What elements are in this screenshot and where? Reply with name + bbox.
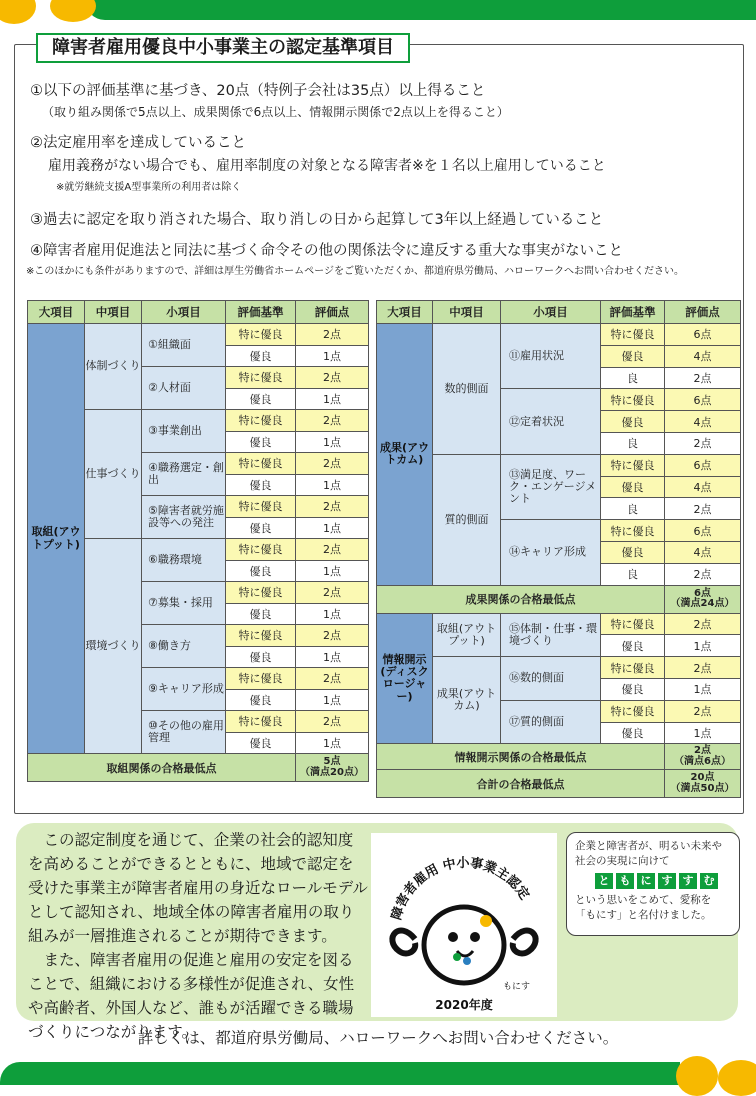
- criterion-1-detail: （取り組み関係で5点以上、成果関係で6点以上、情報開示関係で2点以上を得ること）: [42, 105, 509, 119]
- output-pass-label: 取組関係の合格最低点: [28, 754, 296, 782]
- rating-points: 4点: [665, 411, 741, 433]
- criterion-2: ②法定雇用率を達成していること: [30, 135, 246, 151]
- rating-label: 優良: [226, 345, 296, 367]
- rating-points: 2点: [296, 453, 369, 475]
- header-ten: 評価点: [296, 301, 369, 324]
- outcome-pass-score: [665, 585, 741, 613]
- rating-points: 4点: [665, 541, 741, 563]
- header-dai: 大項目: [377, 301, 433, 324]
- chu-item: 成果(アウトカム): [433, 657, 501, 744]
- chu-item: 取組(アウトプット): [433, 613, 501, 657]
- rating-points: 1点: [665, 722, 741, 744]
- chu-item: 数的側面: [433, 324, 501, 455]
- output-pass-score: [296, 754, 369, 782]
- green-band-decoration: [85, 0, 756, 20]
- rating-label: 特に優良: [226, 582, 296, 604]
- rating-label: 特に優良: [601, 657, 665, 679]
- tomonisusumu-chars: [595, 873, 731, 889]
- rating-points: 4点: [665, 345, 741, 367]
- sho-item: ③事業創出: [142, 410, 226, 453]
- sho-item: ⑦募集・採用: [142, 582, 226, 625]
- rating-points: 2点: [296, 711, 369, 733]
- rating-points: 2点: [665, 432, 741, 454]
- nickname-bubble: [566, 832, 740, 936]
- nickname-char: む: [700, 873, 718, 889]
- bottom-banner: [0, 1058, 756, 1085]
- rating-label: 良: [601, 432, 665, 454]
- rating-label: 優良: [601, 635, 665, 657]
- rating-points: 1点: [296, 345, 369, 367]
- sho-item: ①組織面: [142, 324, 226, 367]
- sho-item: ⑰質的側面: [501, 700, 601, 744]
- yellow-circle-decoration: [718, 1060, 756, 1096]
- paragraph-line: この認定制度を通じて、企業の社会的認知度を高めることができるとともに、地域で認定を受けた事業主が障害者雇用の身近なロールモデルとして認知され、地域全体の障害者雇用の取り組みが一層推進されることが期待できます。: [28, 831, 368, 945]
- rating-points: 1点: [296, 474, 369, 496]
- rating-label: 優良: [601, 411, 665, 433]
- sho-item: ⑤障害者就労施設等への発注: [142, 496, 226, 539]
- rating-points: 6点: [665, 324, 741, 346]
- rating-label: 特に優良: [601, 454, 665, 476]
- header-chu: 中項目: [85, 301, 142, 324]
- rating-label: 優良: [226, 646, 296, 668]
- page-title: 障害者雇用優良中小事業主の認定基準項目: [36, 33, 410, 63]
- sho-item: ⑬満足度、ワーク・エンゲージメント: [501, 454, 601, 519]
- header-dai: 大項目: [28, 301, 85, 324]
- nickname-char: す: [658, 873, 676, 889]
- rating-label: 特に優良: [601, 700, 665, 722]
- rating-label: 特に優良: [226, 410, 296, 432]
- bubble-line2: という思いをこめて、愛称を「もにす」と名付けました。: [575, 894, 712, 921]
- outcome-disclosure-table: [376, 300, 741, 798]
- pass-max: （満点20点）: [300, 766, 364, 778]
- dai-disclosure: 情報開示(ディスクロージャー): [377, 613, 433, 744]
- chu-item: 環境づくり: [85, 539, 142, 754]
- footer-contact-text: 詳しくは、都道府県労働局、ハローワークへお問い合わせください。: [137, 1029, 619, 1047]
- rating-points: 2点: [665, 613, 741, 635]
- rating-label: 特に優良: [601, 324, 665, 346]
- rating-points: 2点: [296, 496, 369, 518]
- rating-points: 2点: [665, 563, 741, 585]
- rating-label: 優良: [226, 431, 296, 453]
- rating-label: 良: [601, 367, 665, 389]
- rating-label: 特に優良: [226, 711, 296, 733]
- rating-points: 2点: [296, 410, 369, 432]
- sho-item: ⑯数的側面: [501, 657, 601, 701]
- rating-points: 1点: [296, 732, 369, 754]
- rating-points: 1点: [665, 635, 741, 657]
- rating-label: 優良: [226, 603, 296, 625]
- rating-label: 特に優良: [601, 520, 665, 542]
- sho-item: ⑭キャリア形成: [501, 520, 601, 585]
- outcome-pass-label: 成果関係の合格最低点: [377, 585, 665, 613]
- header-kijun: 評価基準: [601, 301, 665, 324]
- criterion-3: ③過去に認定を取り消された場合、取り消しの日から起算して3年以上経過していること: [30, 212, 604, 228]
- nickname-char: に: [637, 873, 655, 889]
- total-pass-score: [665, 770, 741, 798]
- dai-output: 取組(アウトプット): [28, 324, 85, 754]
- logo-year: 2020年度: [435, 998, 493, 1012]
- rating-points: 1点: [296, 689, 369, 711]
- rating-points: 2点: [296, 539, 369, 561]
- pass-max: （満点6点）: [674, 755, 731, 767]
- rating-points: 1点: [296, 603, 369, 625]
- table-row: [377, 613, 741, 635]
- rating-points: 2点: [665, 657, 741, 679]
- rating-points: 1点: [296, 517, 369, 539]
- pass-value: 5点: [323, 756, 341, 767]
- rating-label: 優良: [601, 722, 665, 744]
- rating-points: 2点: [296, 324, 369, 346]
- chu-item: 質的側面: [433, 454, 501, 585]
- rating-points: 2点: [665, 700, 741, 722]
- rating-label: 特に優良: [226, 324, 296, 346]
- svg-text:障害者雇用 中小事業主認定: [388, 855, 532, 922]
- rating-points: 2点: [665, 367, 741, 389]
- table-row: [377, 324, 741, 346]
- rating-label: 特に優良: [601, 389, 665, 411]
- rating-points: 6点: [665, 389, 741, 411]
- rating-label: 特に優良: [226, 625, 296, 647]
- disclosure-pass-score: [665, 744, 741, 770]
- sho-item: ④職務選定・創出: [142, 453, 226, 496]
- rating-label: 優良: [226, 474, 296, 496]
- rating-label: 優良: [226, 732, 296, 754]
- sho-item: ⑫定着状況: [501, 389, 601, 454]
- yellow-circle-decoration: [50, 0, 96, 22]
- yellow-circle-decoration: [0, 0, 36, 24]
- total-pass-label: 合計の合格最低点: [377, 770, 665, 798]
- rating-label: 特に優良: [226, 367, 296, 389]
- rating-points: 2点: [296, 625, 369, 647]
- criterion-1: ①以下の評価基準に基づき、20点（特例子会社は35点）以上得ること: [30, 83, 486, 99]
- header-ten: 評価点: [665, 301, 741, 324]
- rating-label: 優良: [226, 560, 296, 582]
- disclosure-pass-label: 情報開示関係の合格最低点: [377, 744, 665, 770]
- description-paragraph: [28, 828, 368, 1044]
- green-band-decoration: [0, 1062, 680, 1085]
- rating-points: 6点: [665, 454, 741, 476]
- rating-label: 優良: [226, 388, 296, 410]
- dai-outcome: 成果(アウトカム): [377, 324, 433, 586]
- chu-item: 仕事づくり: [85, 410, 142, 539]
- top-banner: [0, 0, 756, 22]
- rating-points: 1点: [296, 560, 369, 582]
- logo-arc-text: 障害者雇用 中小事業主認定: [389, 855, 532, 922]
- rating-label: 優良: [601, 345, 665, 367]
- rating-label: 優良: [601, 541, 665, 563]
- rating-points: 2点: [296, 668, 369, 690]
- rating-label: 優良: [601, 678, 665, 700]
- sho-item: ⑥職務環境: [142, 539, 226, 582]
- rating-label: 特に優良: [226, 453, 296, 475]
- criterion-2-note: ※就労継続支援A型事業所の利用者は除く: [56, 182, 242, 193]
- pass-max: （満点50点）: [670, 782, 735, 794]
- criterion-2-detail: 雇用義務がない場合でも、雇用率制度の対象となる障害者※を１名以上雇用していること: [48, 158, 606, 174]
- sho-item: ⑮体制・仕事・環境づくり: [501, 613, 601, 657]
- rating-points: 1点: [296, 431, 369, 453]
- sho-item: ⑨キャリア形成: [142, 668, 226, 711]
- rating-points: 6点: [665, 520, 741, 542]
- pass-value: 20点: [690, 772, 715, 784]
- logo-name: もにす: [503, 982, 531, 992]
- paragraph-line: また、障害者雇用の促進と雇用の安定を図ることで、組織における多様性が促進され、女性や高齢者、外国人など、誰もが活躍できる職場づくりにつながります。: [28, 951, 355, 1041]
- rating-points: 1点: [296, 646, 369, 668]
- sho-item: ⑩その他の雇用管理: [142, 711, 226, 754]
- rating-label: 特に優良: [226, 668, 296, 690]
- table-row: [28, 324, 369, 346]
- nickname-char: す: [679, 873, 697, 889]
- notice-text: ※このほかにも条件がありますので、詳細は厚生労働省ホームページをご覧いただくか、都道府県労働局、ハローワークへお問い合わせください。: [26, 266, 684, 277]
- nickname-char: と: [595, 873, 613, 889]
- chu-item: 体制づくり: [85, 324, 142, 410]
- rating-points: 1点: [296, 388, 369, 410]
- rating-points: 2点: [296, 367, 369, 389]
- monisu-logo-graphic: [371, 833, 557, 1017]
- header-kijun: 評価基準: [226, 301, 296, 324]
- header-sho: 小項目: [501, 301, 601, 324]
- pass-max: （満点24点）: [670, 598, 735, 610]
- sho-item: ⑪雇用状況: [501, 324, 601, 389]
- header-sho: 小項目: [142, 301, 226, 324]
- pass-value: 6点: [694, 587, 711, 599]
- pass-value: 2点: [694, 745, 711, 757]
- rating-points: 2点: [665, 498, 741, 520]
- yellow-circle-decoration: [676, 1056, 718, 1096]
- output-criteria-table: [27, 300, 369, 782]
- rating-label: 優良: [601, 476, 665, 498]
- nickname-char: も: [616, 873, 634, 889]
- rating-label: 特に優良: [601, 613, 665, 635]
- header-chu: 中項目: [433, 301, 501, 324]
- rating-label: 優良: [226, 689, 296, 711]
- bubble-line1: 企業と障害者が、明るい未来や社会の実現に向けて: [575, 840, 722, 867]
- rating-label: 良: [601, 563, 665, 585]
- rating-label: 特に優良: [226, 496, 296, 518]
- criterion-4: ④障害者雇用促進法と同法に基づく命令その他の関係法令に違反する重大な事実がないこと: [30, 243, 623, 259]
- rating-points: 4点: [665, 476, 741, 498]
- rating-label: 良: [601, 498, 665, 520]
- sho-item: ②人材面: [142, 367, 226, 410]
- rating-points: 2点: [296, 582, 369, 604]
- rating-points: 1点: [665, 678, 741, 700]
- sho-item: ⑧働き方: [142, 625, 226, 668]
- monisu-logo: [371, 833, 557, 1017]
- rating-label: 特に優良: [226, 539, 296, 561]
- rating-label: 優良: [226, 517, 296, 539]
